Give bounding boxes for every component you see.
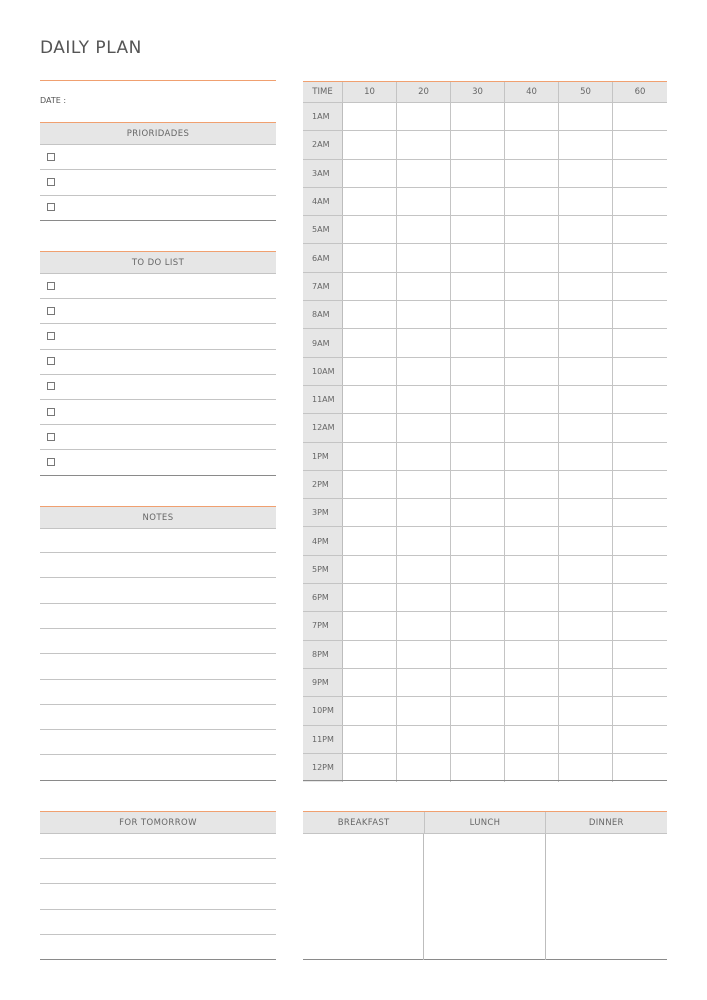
- checkbox[interactable]: [47, 357, 55, 365]
- schedule-cell[interactable]: [505, 584, 559, 611]
- schedule-cell[interactable]: [505, 641, 559, 668]
- schedule-cell[interactable]: [559, 754, 613, 782]
- schedule-cell[interactable]: [451, 669, 505, 696]
- schedule-cell[interactable]: [397, 160, 451, 187]
- schedule-cell[interactable]: [343, 499, 397, 526]
- schedule-cell[interactable]: [397, 641, 451, 668]
- todo-item[interactable]: [40, 349, 276, 375]
- schedule-cell[interactable]: [559, 131, 613, 158]
- schedule-body: [303, 103, 667, 782]
- schedule-row: [303, 244, 667, 272]
- schedule-cell[interactable]: [559, 726, 613, 753]
- schedule-cell[interactable]: [505, 754, 559, 782]
- schedule-cell[interactable]: [559, 188, 613, 215]
- schedule-time-label: 10PM: [303, 697, 343, 724]
- schedule-cell[interactable]: [397, 499, 451, 526]
- schedule-cell[interactable]: [451, 697, 505, 724]
- schedule-col-header: 10: [343, 82, 397, 102]
- schedule-cell[interactable]: [451, 754, 505, 782]
- meals-header: [303, 811, 667, 834]
- schedule-cell[interactable]: [397, 443, 451, 470]
- schedule-cell[interactable]: [505, 131, 559, 158]
- schedule-cell[interactable]: [343, 301, 397, 328]
- schedule-cell[interactable]: [505, 612, 559, 639]
- schedule-cell[interactable]: [343, 160, 397, 187]
- schedule-cell[interactable]: [451, 329, 505, 356]
- schedule-cell[interactable]: [559, 697, 613, 724]
- schedule-row: [303, 527, 667, 555]
- schedule-row: [303, 443, 667, 471]
- schedule-col-header: 60: [634, 87, 646, 97]
- schedule-cell[interactable]: [451, 301, 505, 328]
- schedule-cell[interactable]: [451, 612, 505, 639]
- schedule-cell[interactable]: [505, 414, 559, 441]
- schedule-cell[interactable]: [505, 443, 559, 470]
- breakfast-cell[interactable]: [303, 834, 424, 960]
- breakfast-header: BREAKFAST: [337, 817, 390, 828]
- schedule-row: [303, 556, 667, 584]
- schedule-cell[interactable]: [397, 527, 451, 554]
- checkbox[interactable]: [47, 203, 55, 211]
- schedule-cell[interactable]: [343, 273, 397, 300]
- schedule-time-label: 6AM: [303, 244, 343, 271]
- schedule-cell[interactable]: [505, 160, 559, 187]
- schedule-cell[interactable]: [343, 131, 397, 158]
- schedule-cell[interactable]: [397, 358, 451, 385]
- schedule-cell[interactable]: [343, 386, 397, 413]
- schedule-cell[interactable]: [397, 188, 451, 215]
- schedule-cell[interactable]: [451, 358, 505, 385]
- schedule-time-label: 9PM: [303, 669, 343, 696]
- schedule-cell[interactable]: [397, 697, 451, 724]
- schedule-cell[interactable]: [343, 641, 397, 668]
- schedule-cell[interactable]: [613, 273, 667, 300]
- meals-table: [303, 811, 667, 960]
- schedule-cell[interactable]: [451, 273, 505, 300]
- schedule-row: [303, 414, 667, 442]
- schedule-cell[interactable]: [613, 754, 667, 782]
- schedule-cell[interactable]: [613, 160, 667, 187]
- note-line: [40, 577, 276, 578]
- schedule-cell[interactable]: [559, 160, 613, 187]
- schedule-cell[interactable]: [451, 584, 505, 611]
- schedule-cell[interactable]: [505, 216, 559, 243]
- schedule-row: [303, 386, 667, 414]
- schedule-cell[interactable]: [343, 244, 397, 271]
- schedule-time-label: 9AM: [303, 329, 343, 356]
- schedule-cell[interactable]: [559, 358, 613, 385]
- schedule-cell[interactable]: [397, 216, 451, 243]
- schedule-cell[interactable]: [559, 471, 613, 498]
- schedule-cell[interactable]: [559, 584, 613, 611]
- schedule-cell[interactable]: [613, 301, 667, 328]
- date-label: DATE :: [40, 96, 67, 105]
- page-title: DAILY PLAN: [40, 38, 142, 58]
- schedule-cell[interactable]: [559, 414, 613, 441]
- schedule-cell[interactable]: [343, 726, 397, 753]
- schedule-row: [303, 612, 667, 640]
- schedule-cell[interactable]: [559, 556, 613, 583]
- checkbox[interactable]: [47, 307, 55, 315]
- schedule-cell[interactable]: [559, 499, 613, 526]
- schedule-row: [303, 669, 667, 697]
- schedule-cell[interactable]: [397, 584, 451, 611]
- schedule-cell[interactable]: [451, 641, 505, 668]
- schedule-cell[interactable]: [613, 471, 667, 498]
- schedule-row: [303, 499, 667, 527]
- schedule-cell[interactable]: [505, 273, 559, 300]
- schedule-cell[interactable]: [613, 414, 667, 441]
- schedule-cell[interactable]: [613, 244, 667, 271]
- note-line: [40, 653, 276, 654]
- schedule-cell[interactable]: [451, 103, 505, 130]
- priority-item[interactable]: [40, 169, 276, 195]
- tomorrow-line: [40, 959, 276, 960]
- schedule-cell[interactable]: [343, 443, 397, 470]
- todo-header-label: TO DO LIST: [131, 257, 185, 268]
- schedule-row: [303, 584, 667, 612]
- schedule-cell[interactable]: [559, 641, 613, 668]
- hourly-schedule: [303, 81, 667, 782]
- schedule-cell[interactable]: [613, 103, 667, 130]
- schedule-cell[interactable]: [613, 443, 667, 470]
- schedule-cell[interactable]: [397, 329, 451, 356]
- schedule-row: [303, 216, 667, 244]
- schedule-cell[interactable]: [559, 329, 613, 356]
- schedule-time-label: 4AM: [303, 188, 343, 215]
- schedule-cell[interactable]: [505, 386, 559, 413]
- schedule-cell[interactable]: [451, 726, 505, 753]
- schedule-cell[interactable]: [559, 612, 613, 639]
- schedule-row: [303, 726, 667, 754]
- schedule-cell[interactable]: [343, 329, 397, 356]
- schedule-cell[interactable]: [451, 386, 505, 413]
- note-line: [40, 679, 276, 680]
- schedule-cell[interactable]: [451, 188, 505, 215]
- schedule-time-label: 2PM: [303, 471, 343, 498]
- schedule-cell[interactable]: [397, 726, 451, 753]
- dinner-header: DINNER: [588, 817, 624, 828]
- note-line: [40, 603, 276, 604]
- schedule-cell[interactable]: [559, 669, 613, 696]
- schedule-row: [303, 697, 667, 725]
- schedule-row: [303, 188, 667, 216]
- schedule-cell[interactable]: [343, 358, 397, 385]
- schedule-cell[interactable]: [343, 669, 397, 696]
- schedule-cell[interactable]: [397, 414, 451, 441]
- schedule-time-label: 12PM: [303, 754, 343, 782]
- schedule-cell[interactable]: [613, 386, 667, 413]
- schedule-cell[interactable]: [613, 612, 667, 639]
- schedule-time-label: 7AM: [303, 273, 343, 300]
- schedule-time-label: 11AM: [303, 386, 343, 413]
- priority-item[interactable]: [40, 195, 276, 221]
- note-line: [40, 704, 276, 705]
- schedule-cell[interactable]: [559, 103, 613, 130]
- schedule-cell[interactable]: [505, 358, 559, 385]
- schedule-cell[interactable]: [343, 697, 397, 724]
- schedule-col-header: 30: [451, 82, 505, 102]
- schedule-cell[interactable]: [451, 527, 505, 554]
- schedule-time-label: 2AM: [303, 131, 343, 158]
- priorities-header-label: PRIORIDADES: [126, 128, 190, 139]
- schedule-time-label: 8AM: [303, 301, 343, 328]
- schedule-cell[interactable]: [505, 669, 559, 696]
- schedule-cell[interactable]: [505, 726, 559, 753]
- schedule-time-label: 12AM: [303, 414, 343, 441]
- todo-item[interactable]: [40, 374, 276, 400]
- schedule-cell[interactable]: [613, 358, 667, 385]
- schedule-col-header: 20: [397, 82, 451, 102]
- note-line: [40, 552, 276, 553]
- schedule-cell[interactable]: [343, 612, 397, 639]
- schedule-time-label: 7PM: [303, 612, 343, 639]
- note-line: [40, 628, 276, 629]
- schedule-cell[interactable]: [397, 244, 451, 271]
- meals-body: [303, 834, 667, 960]
- checkbox[interactable]: [47, 178, 55, 186]
- schedule-cell[interactable]: [505, 697, 559, 724]
- todo-item[interactable]: [40, 273, 276, 299]
- schedule-cell[interactable]: [451, 216, 505, 243]
- schedule-cell[interactable]: [559, 216, 613, 243]
- schedule-cell[interactable]: [505, 556, 559, 583]
- schedule-cell[interactable]: [613, 188, 667, 215]
- schedule-row: [303, 358, 667, 386]
- schedule-cell[interactable]: [397, 273, 451, 300]
- checkbox[interactable]: [47, 153, 55, 161]
- priorities-header: [40, 122, 276, 145]
- schedule-col-header: 40: [505, 82, 559, 102]
- schedule-cell[interactable]: [343, 103, 397, 130]
- schedule-cell[interactable]: [343, 188, 397, 215]
- schedule-header: [303, 81, 667, 103]
- schedule-cell[interactable]: [343, 216, 397, 243]
- schedule-cell[interactable]: [505, 329, 559, 356]
- schedule-cell[interactable]: [505, 301, 559, 328]
- schedule-cell[interactable]: [613, 669, 667, 696]
- todo-item[interactable]: [40, 298, 276, 324]
- schedule-cell[interactable]: [397, 556, 451, 583]
- schedule-cell[interactable]: [397, 103, 451, 130]
- schedule-col-header: 50: [559, 82, 613, 102]
- schedule-time-label: 3PM: [303, 499, 343, 526]
- schedule-cell[interactable]: [343, 414, 397, 441]
- checkbox[interactable]: [47, 408, 55, 416]
- schedule-row: [303, 754, 667, 782]
- schedule-cell[interactable]: [559, 301, 613, 328]
- schedule-cell[interactable]: [559, 244, 613, 271]
- schedule-row: [303, 329, 667, 357]
- checkbox[interactable]: [47, 382, 55, 390]
- schedule-cell[interactable]: [613, 499, 667, 526]
- schedule-cell[interactable]: [505, 103, 559, 130]
- checkbox[interactable]: [47, 332, 55, 340]
- schedule-cell[interactable]: [505, 527, 559, 554]
- lunch-header: LUNCH: [424, 812, 545, 833]
- schedule-time-label: 5PM: [303, 556, 343, 583]
- schedule-cell[interactable]: [343, 471, 397, 498]
- dinner-cell[interactable]: [546, 834, 667, 960]
- schedule-cell[interactable]: [451, 471, 505, 498]
- schedule-bottom-border: [303, 780, 667, 781]
- schedule-cell[interactable]: [559, 443, 613, 470]
- schedule-cell[interactable]: [559, 386, 613, 413]
- schedule-cell[interactable]: [343, 556, 397, 583]
- schedule-cell[interactable]: [613, 641, 667, 668]
- schedule-row: [303, 103, 667, 131]
- schedule-cell[interactable]: [505, 244, 559, 271]
- schedule-time-label: 5AM: [303, 216, 343, 243]
- checkbox[interactable]: [47, 458, 55, 466]
- notes-header: [40, 506, 276, 529]
- schedule-row: [303, 641, 667, 669]
- schedule-cell[interactable]: [613, 726, 667, 753]
- schedule-cell[interactable]: [343, 754, 397, 782]
- schedule-time-label: 8PM: [303, 641, 343, 668]
- schedule-cell[interactable]: [613, 527, 667, 554]
- schedule-cell[interactable]: [397, 131, 451, 158]
- schedule-time-label: 10AM: [303, 358, 343, 385]
- schedule-time-header: TIME: [303, 82, 343, 102]
- schedule-time-label: 4PM: [303, 527, 343, 554]
- schedule-cell[interactable]: [451, 556, 505, 583]
- todo-header: [40, 251, 276, 274]
- schedule-cell[interactable]: [613, 131, 667, 158]
- schedule-cell[interactable]: [397, 669, 451, 696]
- schedule-cell[interactable]: [613, 329, 667, 356]
- todo-item[interactable]: [40, 424, 276, 450]
- todo-item[interactable]: [40, 323, 276, 349]
- todo-item[interactable]: [40, 449, 276, 475]
- note-line: [40, 780, 276, 781]
- note-line: [40, 729, 276, 730]
- priority-item[interactable]: [40, 144, 276, 170]
- schedule-cell[interactable]: [343, 527, 397, 554]
- schedule-cell[interactable]: [505, 188, 559, 215]
- tomorrow-line: [40, 934, 276, 935]
- tomorrow-line: [40, 909, 276, 910]
- schedule-cell[interactable]: [397, 612, 451, 639]
- schedule-cell[interactable]: [397, 471, 451, 498]
- schedule-row: [303, 273, 667, 301]
- title-divider: [40, 80, 276, 81]
- schedule-cell[interactable]: [505, 499, 559, 526]
- schedule-cell[interactable]: [451, 131, 505, 158]
- schedule-cell[interactable]: [451, 499, 505, 526]
- schedule-cell[interactable]: [613, 556, 667, 583]
- note-line: [40, 754, 276, 755]
- schedule-row: [303, 471, 667, 499]
- schedule-cell[interactable]: [613, 216, 667, 243]
- checkbox[interactable]: [47, 282, 55, 290]
- schedule-cell[interactable]: [397, 301, 451, 328]
- lunch-cell[interactable]: [424, 834, 545, 960]
- schedule-cell[interactable]: [343, 584, 397, 611]
- tomorrow-line: [40, 858, 276, 859]
- notes-header-label: NOTES: [142, 512, 174, 523]
- schedule-cell[interactable]: [451, 160, 505, 187]
- tomorrow-header: [40, 811, 276, 834]
- schedule-row: [303, 131, 667, 159]
- schedule-time-label: 11PM: [303, 726, 343, 753]
- schedule-cell[interactable]: [451, 244, 505, 271]
- schedule-cell[interactable]: [451, 414, 505, 441]
- schedule-cell[interactable]: [451, 443, 505, 470]
- schedule-cell[interactable]: [397, 754, 451, 782]
- schedule-cell[interactable]: [559, 527, 613, 554]
- tomorrow-header-label: FOR TOMORROW: [119, 817, 197, 828]
- schedule-time-label: 1PM: [303, 443, 343, 470]
- schedule-cell[interactable]: [559, 273, 613, 300]
- schedule-cell[interactable]: [613, 697, 667, 724]
- schedule-time-label: 6PM: [303, 584, 343, 611]
- tomorrow-line: [40, 883, 276, 884]
- schedule-time-label: 1AM: [303, 103, 343, 130]
- checkbox[interactable]: [47, 433, 55, 441]
- schedule-cell[interactable]: [505, 471, 559, 498]
- todo-item[interactable]: [40, 399, 276, 425]
- schedule-row: [303, 160, 667, 188]
- schedule-time-label: 3AM: [303, 160, 343, 187]
- schedule-cell[interactable]: [613, 584, 667, 611]
- schedule-row: [303, 301, 667, 329]
- schedule-cell[interactable]: [397, 386, 451, 413]
